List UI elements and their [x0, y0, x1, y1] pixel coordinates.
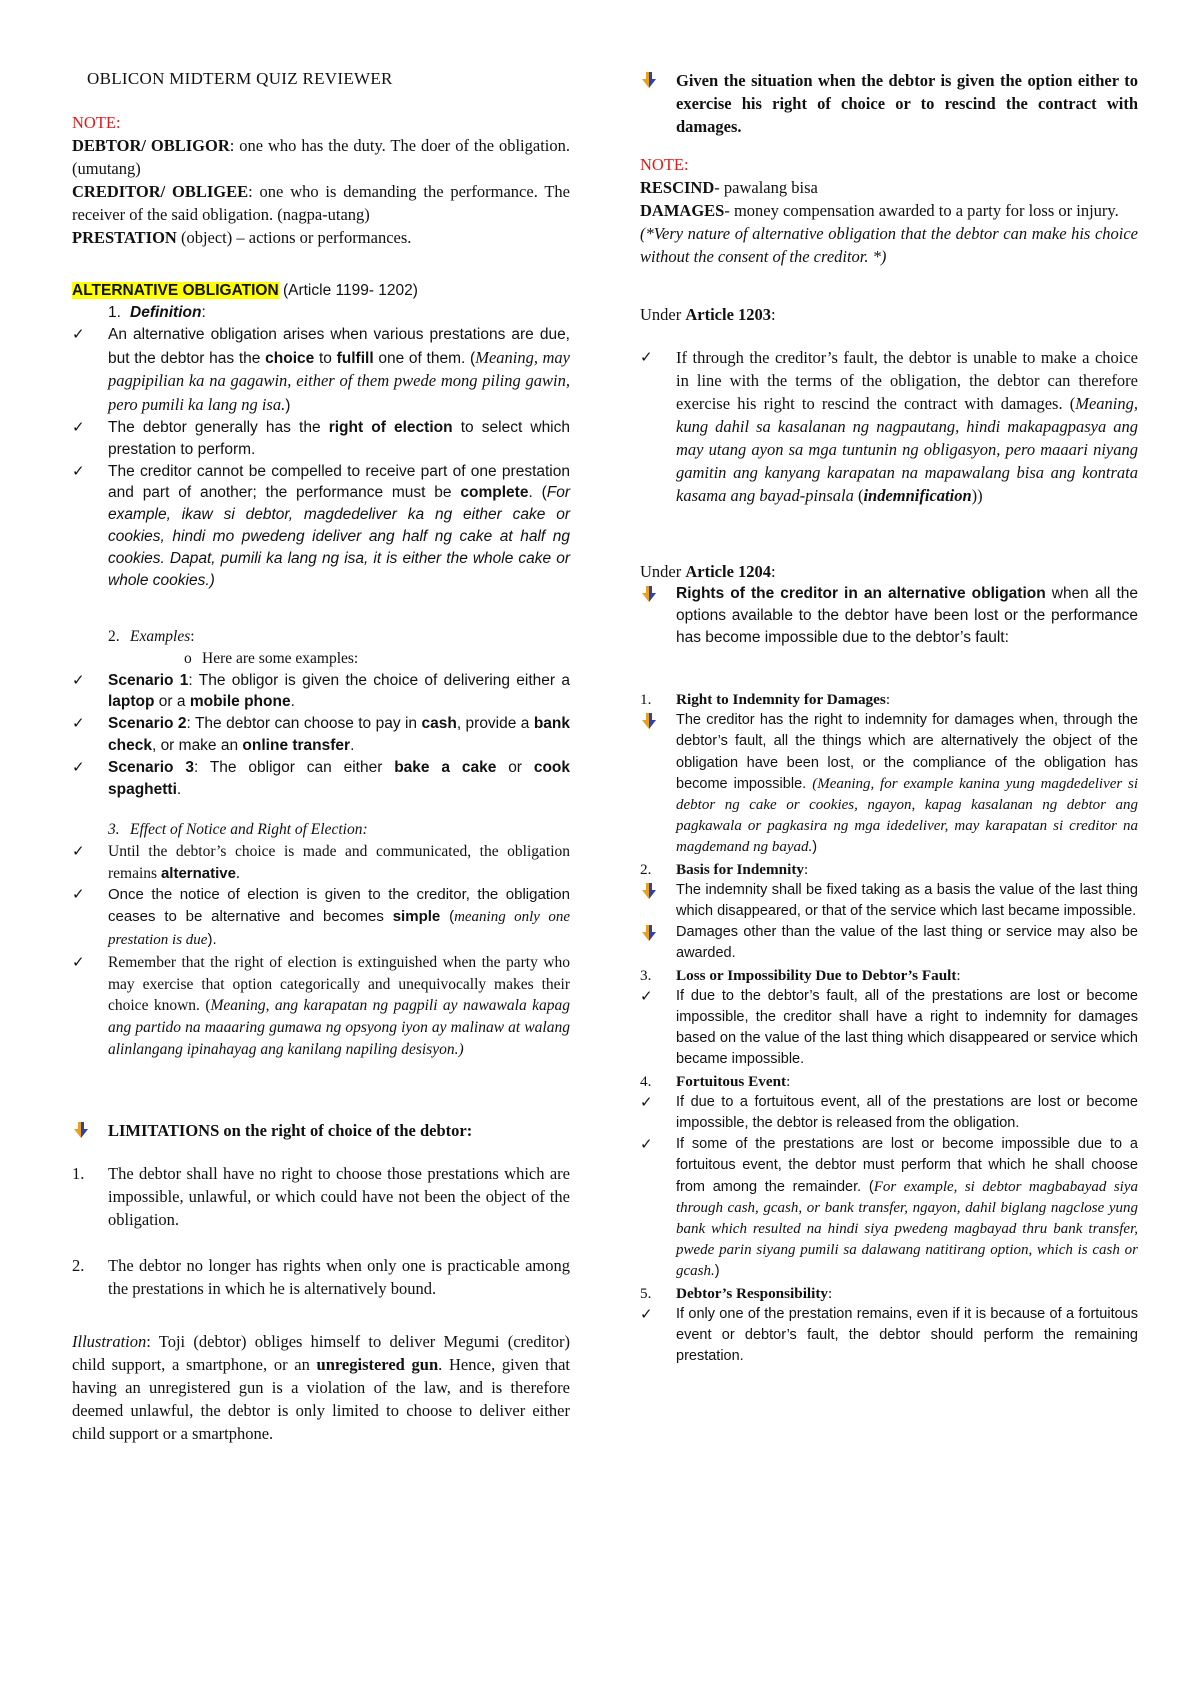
check-icon: ✓ — [72, 670, 85, 689]
note-block-2 — [640, 153, 1138, 268]
limits-bold: LIMITATIONS — [108, 1121, 220, 1140]
text: ( — [853, 486, 864, 505]
text: cash — [421, 715, 457, 733]
effect-section — [72, 819, 570, 1061]
list-item — [640, 1134, 1138, 1282]
list-item — [640, 1092, 1138, 1134]
text: If through the creditor’s fault, the debtor is unable to make a choice in line with the terms of the obligation, the debtor can therefore exercise his right to rescind the contract with damages. ( — [676, 348, 1138, 413]
prestation-def — [72, 226, 570, 249]
text: unregistered gun — [316, 1355, 439, 1374]
rescind-term: RESCIND — [640, 178, 715, 197]
text: . — [290, 693, 295, 711]
list-item — [72, 841, 570, 885]
check-icon: ✓ — [72, 952, 85, 971]
arrow-icon — [642, 713, 656, 729]
num: 1. — [640, 691, 652, 708]
alt-articles: (Article 1199- 1202) — [278, 282, 418, 299]
note-label: NOTE: — [72, 113, 121, 132]
text: ) — [812, 839, 818, 856]
text: Under — [640, 305, 686, 324]
given-situation — [640, 69, 1138, 138]
art1203-item — [640, 346, 1138, 507]
text: Basis for Indemnity — [676, 860, 804, 878]
text: Article 1203 — [685, 305, 772, 324]
prestation-def-text: (object) – actions or performances. — [176, 228, 412, 247]
ex-colon: : — [190, 628, 195, 645]
definition-section — [72, 302, 570, 591]
text: Meaning, ang karapatan ng pagpili ay nawawala kapag ang partido na maaaring gumawa ng opsyong iyon ay malinaw at walang alinlangang ipinahayag ang kanilang napiling desisyon.) — [108, 997, 570, 1058]
text: to — [314, 349, 337, 367]
num: 1. — [72, 1164, 85, 1183]
text: . — [236, 864, 240, 882]
text: or a — [154, 693, 190, 711]
alt-heading-text: ALTERNATIVE OBLIGATION — [72, 282, 279, 299]
text: ). — [207, 930, 217, 948]
text: Article 1204 — [685, 562, 772, 581]
text: , provide a — [456, 715, 534, 733]
list-item — [640, 1283, 1138, 1304]
text: when all the options available to the debtor have been lost or the performance has become impossible due to the debtor’s fault: — [676, 585, 1138, 646]
text: (Meaning, for example kanina yung magdedeliver si debtor ng cake or cookies, ngayon, kapag kasalanan ng debtor ang pagkawala or pagkasira ng mga idedeliver, may karapatan si creditor na magdemand ng bayad. — [676, 775, 1139, 856]
list-item — [72, 461, 570, 592]
prestation-term: PRESTATION — [72, 228, 177, 247]
num: 2. — [640, 860, 652, 878]
arrow-icon — [74, 1122, 88, 1138]
list-item — [72, 884, 570, 951]
text: meaning only one prestation is due — [108, 909, 570, 948]
text: Fortuitous Event — [676, 1072, 787, 1090]
check-icon: ✓ — [640, 1092, 653, 1111]
text: fulfill — [336, 349, 374, 367]
text: online transfer — [242, 736, 351, 754]
scenario-item — [72, 713, 570, 757]
text: ) — [285, 397, 291, 415]
effect-heading — [72, 819, 570, 841]
bullet: o — [184, 649, 192, 667]
check-icon: ✓ — [72, 841, 85, 860]
scenario-item — [72, 757, 570, 801]
text: choice — [265, 349, 315, 367]
text: laptop — [108, 693, 155, 711]
text: ) — [714, 1263, 720, 1280]
creditor-term: CREDITOR/ OBLIGEE — [72, 182, 249, 201]
text: The creditor cannot be compelled to receive part of one prestation and part of another; the performance must be — [108, 462, 570, 502]
text: or — [496, 758, 534, 776]
illus-label: Illustration — [72, 1332, 147, 1351]
very-nature: (*Very nature of alternative obligation that the debtor can make his choice without the consent of the creditor. *) — [640, 224, 1138, 266]
creditor-def-text: : one who is demanding the performance. The receiver of the said obligation. (nagpa-utang) — [72, 182, 571, 224]
debtor-term: DEBTOR/ OBLIGOR — [72, 136, 230, 155]
limitations-list — [72, 1162, 570, 1300]
text: Scenario 1 — [108, 671, 189, 689]
eff-num: 3. — [108, 821, 120, 838]
list-item — [640, 965, 1138, 986]
num: 2. — [72, 1256, 85, 1275]
debtor-def — [72, 134, 570, 180]
text: : — [786, 1072, 791, 1090]
rights-list — [640, 689, 1138, 1368]
text: bank check — [108, 715, 571, 754]
text: Damages other than the value of the last thing or service may also be awarded. — [676, 924, 1138, 962]
list-item — [72, 1162, 570, 1231]
text: : — [956, 966, 961, 984]
text: Until the debtor’s choice is made and communicated, the obligation remains — [108, 842, 570, 882]
rescind-def: - pawalang bisa — [714, 178, 818, 197]
note-block — [72, 111, 570, 249]
text: If only one of the prestation remains, even if it is because of a fortuitous event or debtor’s fault, the debtor should perform the remaining prestation. — [676, 1305, 1138, 1365]
text: Remember that the right of election is extinguished when the party who may exercise that option categorically and unequivocally makes their choice known. ( — [108, 953, 570, 1015]
text: : Toji (debtor) obliges himself to deliver Megumi (creditor) child support, a smartphone, or an — [72, 1332, 570, 1374]
text: Loss or Impossibility Due to Debtor’s Fault — [676, 966, 957, 984]
text: For example, ikaw si debtor, magdedeliver ka ng either cake or cookies, hindi mo pwedeng ideliver ang half ng cake at half ng cookies. Dapat, pumili ka lang ng isa, it is either the whole cake or whole cookies.) — [108, 484, 570, 589]
text: The debtor no longer has rights when only one is practicable among the prestations in which he is alternatively bound. — [108, 1256, 570, 1298]
text: : The obligor can either — [193, 758, 395, 776]
list-item — [72, 324, 570, 417]
text: indemnification — [863, 486, 972, 505]
text: to select which prestation to perform. — [108, 418, 571, 458]
text: Given the situation when the debtor is given the option either to exercise his right of choice or to rescind the contract with damages. — [676, 71, 1138, 136]
def-num: 1. — [108, 304, 121, 321]
text: . Hence, given that having an unregistered gun is a violation of the law, and is therefore deemed unlawful, the debtor is only limited to choose to deliver either child support or a smartphone. — [72, 1355, 571, 1443]
alt-heading — [72, 279, 570, 302]
document-title — [72, 69, 570, 89]
text: For example, si debtor magbabayad siya through cash, gcash, or bank transfer, ngayon, dahil biglang nagclose yung bank which resulted na hindi siya pwedeng magbayad thru bank transfer, pwede parin siyang pumili sa dalawang natitirang option, which is cash or gcash. — [676, 1178, 1139, 1280]
text: simple — [392, 908, 441, 926]
text: . — [176, 780, 182, 798]
check-icon: ✓ — [72, 324, 85, 343]
text: mobile phone — [189, 693, 291, 711]
examples-heading — [72, 626, 570, 648]
text: Debtor’s Responsibility — [676, 1284, 829, 1302]
debtor-def-text: : one who has the duty. The doer of the obligation. (umutang) — [72, 136, 570, 178]
arrow-icon — [642, 72, 656, 88]
check-icon: ✓ — [72, 714, 85, 733]
num: 4. — [640, 1072, 652, 1090]
text: Right to Indemnity for Damages — [676, 691, 886, 708]
text: : — [804, 860, 809, 878]
examples-intro — [72, 648, 570, 670]
check-icon: ✓ — [72, 885, 85, 904]
text: The debtor generally has the — [108, 418, 329, 436]
list-item — [640, 710, 1138, 858]
check-icon: ✓ — [72, 757, 85, 776]
text: The creditor has the right to indemnity for damages when, through the debtor’s fault, all the things which are alternatively the object of the obligation have been lost, or the compliance of the obligation has become impossible. — [676, 712, 1138, 792]
text: . — [350, 736, 355, 754]
eff-label: Effect of Notice and Right of Election: — [130, 821, 368, 838]
under-1203 — [640, 303, 1138, 326]
arrow-icon — [642, 883, 656, 899]
text: alternative — [160, 864, 236, 882]
check-icon: ✓ — [640, 1304, 653, 1323]
text: Meaning, may pagpipilian ka na gagawin, either of them pwede mong piling gawin, pero pumili ka lang ng isa. — [108, 347, 570, 415]
list-item — [72, 952, 570, 1061]
check-icon: ✓ — [640, 986, 653, 1005]
text: cook spaghetti — [108, 758, 571, 798]
arrow-icon — [642, 586, 656, 602]
ex-intro: Here are some examples: — [202, 649, 359, 667]
check-icon: ✓ — [72, 461, 85, 480]
text: Under — [640, 562, 686, 581]
illustration — [72, 1330, 570, 1445]
num: 3. — [640, 966, 652, 984]
text: , or make an — [151, 736, 243, 754]
ex-label: Examples — [130, 628, 191, 645]
num: 5. — [640, 1284, 652, 1302]
arrow-icon — [642, 925, 656, 941]
damages-def: - money compensation awarded to a party for loss or injury. — [724, 201, 1119, 220]
text: If due to the debtor’s fault, all of the prestations are lost or become impossible, the creditor shall have a right to indemnity for damages based on the value of the last thing which disappeared or service which became impossible. — [676, 987, 1138, 1068]
examples-section — [72, 626, 570, 800]
text: one of them. ( — [373, 349, 476, 367]
text: An alternative obligation arises when various prestations are due, but the debtor has the — [108, 325, 570, 367]
text: : — [771, 305, 776, 324]
text: : — [771, 562, 776, 581]
note-label: NOTE: — [640, 155, 689, 174]
check-icon: ✓ — [72, 417, 85, 436]
text: Once the notice of election is given to the creditor, the obligation ceases to be alternative and becomes — [108, 886, 570, 926]
list-item — [640, 1071, 1138, 1092]
list-item — [640, 859, 1138, 880]
creditor-def — [72, 180, 570, 226]
check-icon: ✓ — [640, 1135, 653, 1154]
list-item — [640, 986, 1138, 1071]
text: Scenario 3 — [108, 758, 194, 776]
text: complete — [460, 484, 529, 502]
text: : The obligor is given the choice of delivering either a — [188, 671, 570, 689]
text: : The debtor can choose to pay in — [186, 715, 422, 733]
scenario-item — [72, 670, 570, 714]
text: The debtor shall have no right to choose those prestations which are impossible, unlawful, or which could have not been the object of the obligation. — [108, 1164, 570, 1229]
text: )) — [971, 486, 983, 505]
list-item — [640, 880, 1138, 922]
list-item — [640, 1304, 1138, 1368]
list-item — [640, 922, 1138, 964]
text: ( — [440, 908, 455, 926]
text: Scenario 2 — [108, 715, 187, 733]
text: If some of the prestations are lost or become impossible due to a fortuitous event, the debtor must perform that which he shall choose from among the remainder. ( — [676, 1136, 1138, 1195]
text: . ( — [528, 484, 547, 502]
text: Meaning, kung dahil sa kasalanan ng nagpautang, hindi makapagpasya ang may utang ayon sa mga tuntunin ng obligasyon, pero maaari niyang gamitin ang kanyang karapatan na mapawalang bisa ang kontrata kasama ang bayad-pinsala — [676, 394, 1138, 505]
text: : — [828, 1284, 833, 1302]
list-item — [640, 689, 1138, 710]
limitations-heading — [72, 1119, 570, 1142]
list-item — [72, 1254, 570, 1300]
text: right of election — [328, 418, 453, 436]
definition-heading — [72, 302, 570, 324]
text: : — [885, 691, 891, 708]
rights-intro — [640, 583, 1138, 648]
check-icon: ✓ — [640, 348, 653, 366]
damages-term: DAMAGES — [640, 201, 725, 220]
limits-rest: on the right of choice of the debtor: — [219, 1121, 473, 1140]
title-text: OBLICON MIDTERM QUIZ REVIEWER — [87, 69, 393, 88]
under-1204 — [640, 560, 1138, 583]
text: If due to a fortuitous event, all of the prestations are lost or become impossible, the debtor is released from the obligation. — [676, 1093, 1138, 1132]
def-label: Definition — [130, 304, 202, 321]
text: Rights of the creditor in an alternative obligation — [676, 585, 1046, 602]
def-colon: : — [201, 304, 206, 321]
text: The indemnity shall be fixed taking as a basis the value of the last thing which disappeared, or that of the service which last became impossible. — [676, 881, 1138, 920]
ex-num: 2. — [108, 628, 120, 645]
list-item — [72, 417, 570, 461]
text: bake a cake — [394, 758, 497, 776]
